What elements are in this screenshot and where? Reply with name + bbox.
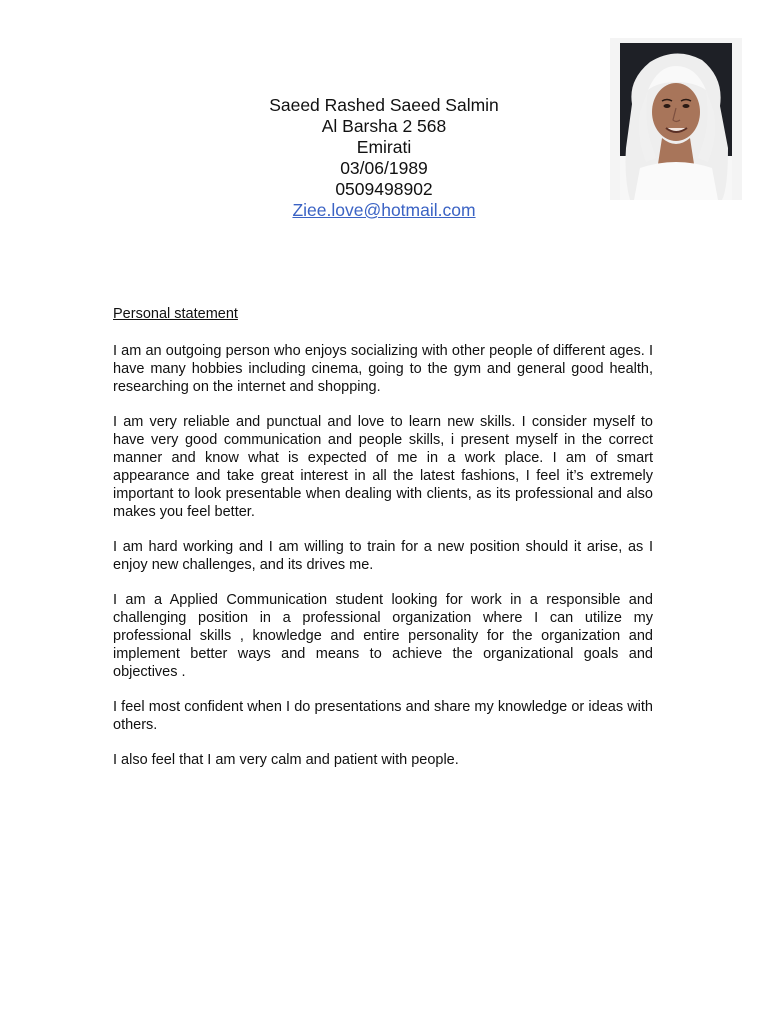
applicant-date-of-birth: 03/06/1989 [340, 158, 428, 178]
applicant-name: Saeed Rashed Saeed Salmin [269, 95, 499, 115]
profile-photo [610, 38, 742, 200]
contact-header [184, 95, 584, 221]
statement-paragraph: I feel most confident when I do presentations and share my knowledge or ideas with others. [113, 699, 653, 733]
applicant-address: Al Barsha 2 568 [321, 116, 447, 136]
statement-paragraph: I am hard working and I am willing to train for a new position should it arise, as I enjoy new challenges, and its drives me. [113, 539, 653, 573]
statement-paragraph: I am a Applied Communication student looking for work in a responsible and challenging position in a professional organization where I can utilize my professional skills , knowledge and entire personality for the organization and implement better ways and means to achieve the organizational goals and objectives . [113, 592, 653, 680]
email-link[interactable]: Ziee.love@hotmail.com [292, 200, 476, 220]
applicant-nationality: Emirati [356, 137, 412, 157]
statement-paragraph: I also feel that I am very calm and patient with people. [113, 752, 459, 768]
personal-statement-body [113, 342, 653, 786]
profile-photo-icon [610, 38, 742, 200]
applicant-phone: 0509498902 [335, 179, 433, 199]
statement-paragraph: I am very reliable and punctual and love to learn new skills. I consider myself to have very good communication and people skills, i present myself in the correct manner and know what is expected of me in a work place. I am of smart appearance and take great interest in all the latest fashions, I feel it’s extremely important to look presentable when dealing with clients, as its professional and also makes you feel better. [113, 414, 653, 520]
personal-statement-heading: Personal statement [113, 306, 238, 322]
statement-paragraph: I am an outgoing person who enjoys socializing with other people of different ages. I have many hobbies including cinema, going to the gym and general good health, researching on the internet and shopping. [113, 343, 653, 395]
